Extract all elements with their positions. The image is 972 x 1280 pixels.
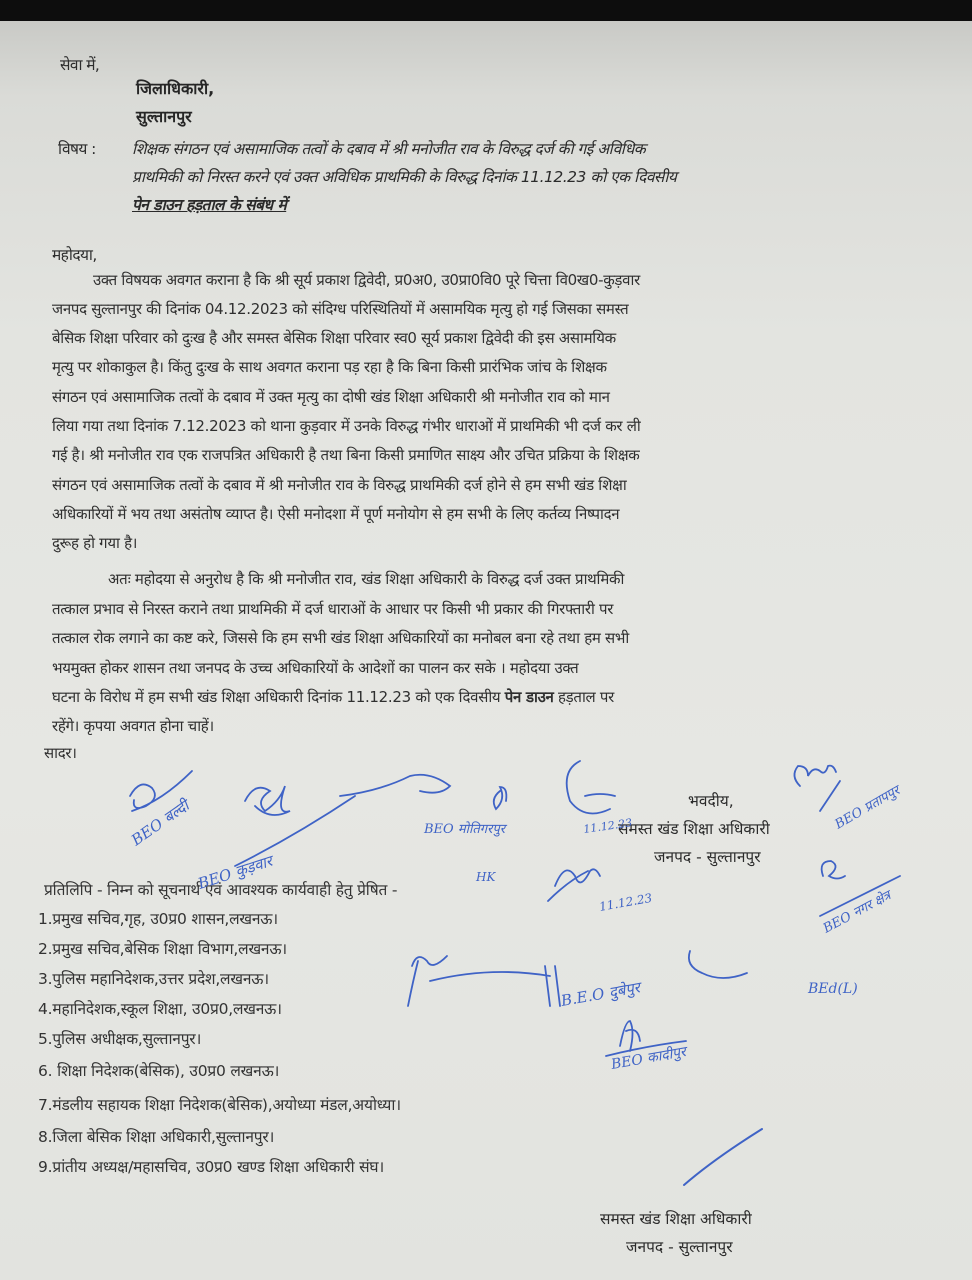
signature-1-icon (130, 771, 192, 811)
addressee-city: सुल्तानपुर (136, 107, 192, 126)
p1-line: मृत्यु पर शोकाकुल है। किंतु दुःख के साथ अवगत कराना पड़ रहा है कि बिना किसी प्रारंभिक जांच के शिक्षक (52, 358, 607, 376)
copy-list-item: 4.महानिदेशक,स्कूल शिक्षा, उ0प्र0,लखनऊ। (38, 1000, 282, 1018)
sig4-date: 11.12.23 (582, 816, 633, 836)
sig1-label: BEO बल्दी (127, 796, 193, 850)
subject-line-3: पेन डाउन हड़ताल के संबंध में (132, 196, 287, 214)
p2-line: भयमुक्त होकर शासन तथा जनपद के उच्च अधिकारियों के आदेशों का पालन कर सके । महोदया उक्त (52, 659, 579, 677)
p1-line: लिया गया तथा दिनांक 7.12.2023 को थाना कुड़वार में उनके विरुद्ध गंभीर धाराओं में प्राथमिकी भी दर्ज कर ली (52, 417, 641, 435)
p2-line: तत्काल प्रभाव से निरस्त कराने तथा प्राथमिकी में दर्ज धाराओं के आधार पर किसी भी प्रकार की गिरफ्तारी पर (52, 600, 614, 618)
footer-district: जनपद - सुल्तानपुर (626, 1238, 733, 1256)
p1-line: संगठन एवं असामाजिक तत्वों के दबाव में उक्त मृत्यु का दोषी खंड शिक्षा अधिकारी श्री मनोजीत राव को मान (52, 388, 610, 406)
p2-line-5-post: हड़ताल पर (553, 688, 614, 706)
greeting: महोदया, (52, 246, 97, 264)
copy-list-item: 1.प्रमुख सचिव,गृह, उ0प्र0 शासन,लखनऊ। (38, 910, 278, 928)
p2-line: रहेंगे। कृपया अवगत होना चाहें। (52, 717, 214, 735)
letter-page (0, 21, 972, 1280)
p1-line: संगठन एवं असामाजिक तत्वों के दबाव में श्री मनोजीत राव के विरुद्ध प्राथमिकी दर्ज होने से हम सभी खंड शिक्षा (52, 476, 627, 494)
signatory-title: समस्त खंड शिक्षा अधिकारी (618, 820, 770, 838)
note-hk: HK (476, 870, 496, 884)
sig7-label: BEO नगर क्षेत्र (820, 888, 894, 937)
p2-line-5 (52, 687, 614, 707)
sig3-label: BEO मोतिगरपुर (424, 822, 506, 837)
closing: सादर। (44, 744, 77, 762)
p1-line: अधिकारियों में भय तथा असंतोष व्याप्त है। ऐसी मनोदशा में पूर्ण मनोयोग से हम सभी के लिए कर्तव्य निष्पादन (52, 505, 620, 523)
copy-list-item: 9.प्रांतीय अध्यक्ष/महासचिव, उ0प्र0 खण्ड शिक्षा अधिकारी संघ। (38, 1158, 385, 1176)
p2-line-5-pre: घटना के विरोध में हम सभी खंड शिक्षा अधिकारी दिनांक 11.12.23 को एक दिवसीय (52, 688, 505, 706)
signatory-district: जनपद - सुल्तानपुर (654, 848, 761, 866)
p2-line: तत्काल रोक लगाने का कष्ट करे, जिससे कि हम सभी खंड शिक्षा अधिकारियों का मनोबल बना रहे तथा हम सभी (52, 629, 629, 647)
copy-list-item: 7.मंडलीय सहायक शिक्षा निदेशक(बेसिक),अयोध्या मंडल,अयोध्या। (38, 1096, 401, 1114)
copy-list-item: 6. शिक्षा निदेशक(बेसिक), उ0प्र0 लखनऊ। (38, 1062, 280, 1080)
p1-line: दुरूह हो गया है। (52, 534, 138, 552)
subject-line-2: प्राथमिकी को निरस्त करने एवं उक्त अविधिक प्राथमिकी के विरुद्ध दिनांक 11.12.23 को एक दिवसीय (132, 168, 677, 186)
signature-2-icon (235, 786, 355, 866)
addressee: जिलाधिकारी, (136, 79, 215, 98)
copy-list-item: 2.प्रमुख सचिव,बेसिक शिक्षा विभाग,लखनऊ। (38, 940, 287, 958)
sig9-label: BEd(L) (808, 981, 858, 997)
pen-down-emphasis: पेन डाउन (504, 688, 554, 706)
sig8-label: B.E.O दुबेपुर (559, 978, 642, 1010)
p2-line: अतः महोदया से अनुरोध है कि श्री मनोजीत राव, खंड शिक्षा अधिकारी के विरुद्ध दर्ज उक्त प्राथमिकी (108, 570, 625, 588)
sig6-date: 11.12.23 (598, 890, 654, 914)
salutation-to: सेवा में, (60, 56, 100, 74)
copy-list-item: 3.पुलिस महानिदेशक,उत्तर प्रदेश,लखनऊ। (38, 970, 269, 988)
footer-title: समस्त खंड शिक्षा अधिकारी (600, 1210, 752, 1228)
p1-line: उक्त विषयक अवगत कराना है कि श्री सूर्य प्रकाश द्विवेदी, प्र0अ0, उ0प्रा0वि0 पूरे चित्ता वि0ख0-कुड़वार (93, 271, 640, 289)
yours-faithfully: भवदीय, (688, 792, 734, 810)
copy-list-item: 5.पुलिस अधीक्षक,सुल्तानपुर। (38, 1030, 202, 1048)
sig10-label: BEO कादीपुर (609, 1044, 688, 1073)
p1-line: गई है। श्री मनोजीत राव एक राजपत्रित अधिकारी है तथा बिना किसी प्रमाणित साक्ष्य और उचित प्रक्रिया के शिक्षक (52, 446, 640, 464)
copy-list-item: 8.जिला बेसिक शिक्षा अधिकारी,सुल्तानपुर। (38, 1128, 275, 1146)
top-black-bar (0, 0, 972, 21)
subject-label: विषय : (58, 140, 96, 158)
copy-heading: प्रतिलिपि - निम्न को सूचनार्थ एवं आवश्यक कार्यवाही हेतु प्रेषित - (44, 881, 398, 899)
sig2-label: BEO कुड़वार (195, 851, 275, 893)
subject-line-1: शिक्षक संगठन एवं असामाजिक तत्वों के दबाव में श्री मनोजीत राव के विरुद्ध दर्ज की गई अविधिक (132, 140, 646, 158)
sig5-label: BEO प्रतापपुर (832, 783, 903, 833)
p1-line: बेसिक शिक्षा परिवार को दुःख है और समस्त बेसिक शिक्षा परिवार स्व0 सूर्य प्रकाश द्विवेदी की इस असामयिक (52, 329, 616, 347)
p1-line: जनपद सुल्तानपुर की दिनांक 04.12.2023 को संदिग्ध परिस्थितियों में असामयिक मृत्यु हो गई जिसका समस्त (52, 300, 629, 318)
